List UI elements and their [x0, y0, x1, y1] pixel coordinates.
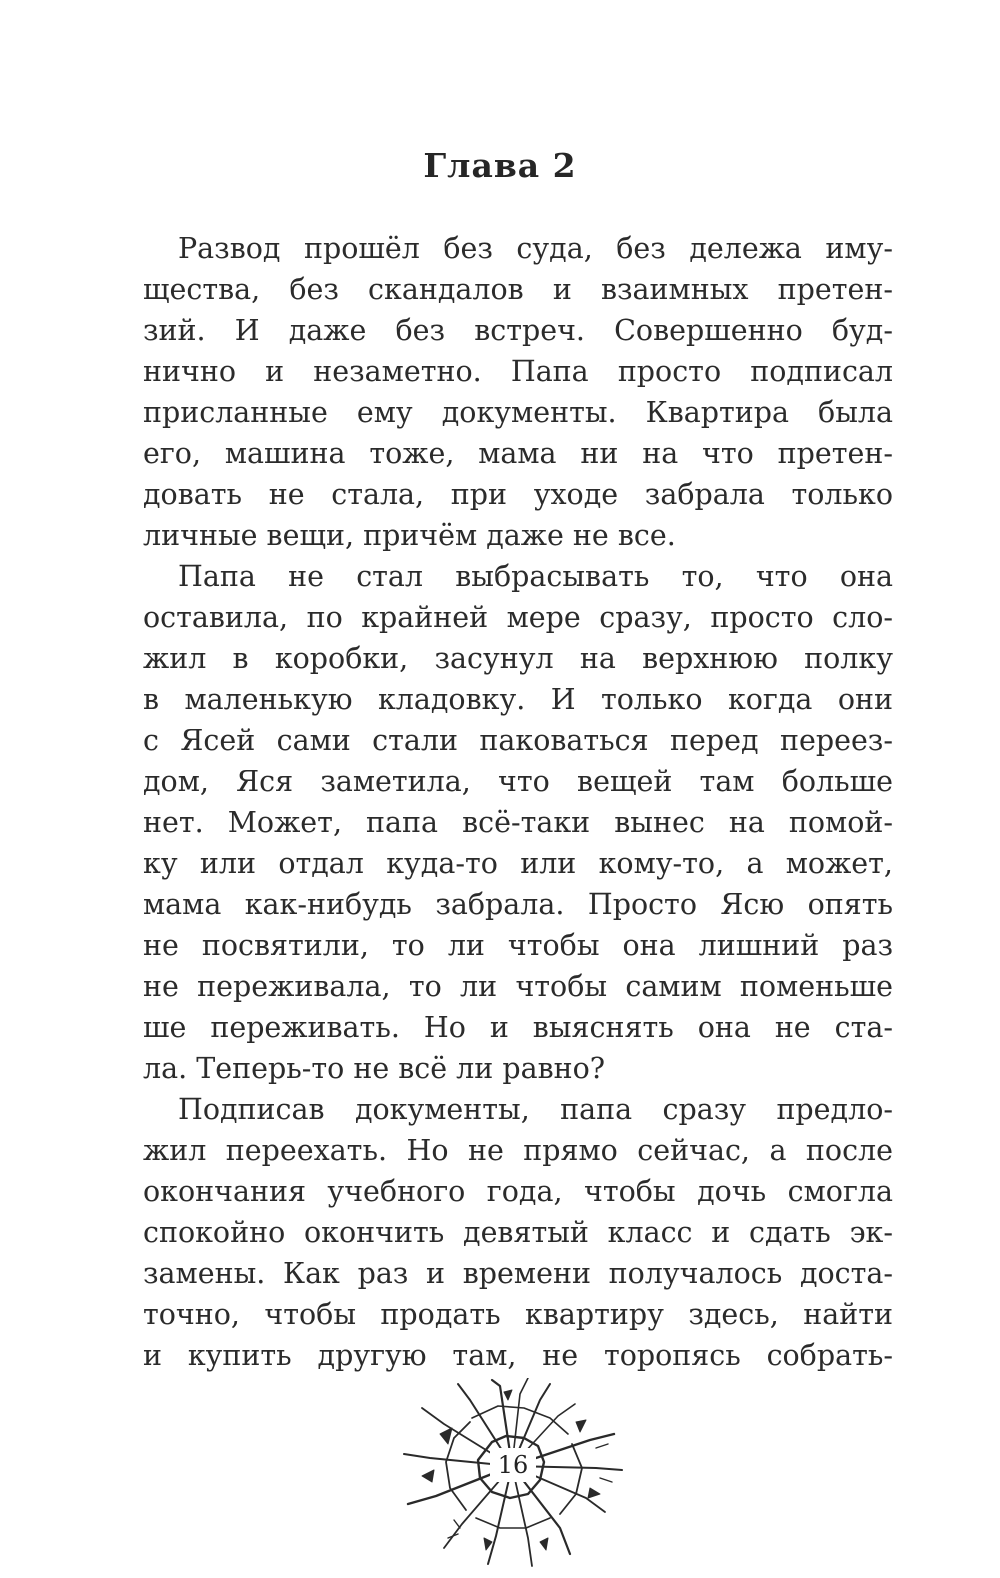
text-line: жил в коробки, засунул на верхнюю полку [143, 642, 893, 675]
text-line: ла. Теперь-то не всё ли равно? [143, 1052, 606, 1085]
text-line: зий. И даже без встреч. Совершенно буд- [143, 314, 893, 347]
text-line: дом, Яся заметила, что вещей там больше [143, 765, 893, 798]
body-text [143, 228, 893, 1376]
text-line: мама как-нибудь забрала. Просто Ясю опять [143, 888, 893, 921]
text-line: Подписав документы, папа сразу предло- [178, 1093, 893, 1126]
text-line: не посвятили, то ли чтобы она лишний раз [143, 929, 893, 962]
text-line: точно, чтобы продать квартиру здесь, найти [143, 1298, 893, 1331]
text-line: оставила, по крайней мере сразу, просто сло- [143, 601, 893, 634]
text-line: личные вещи, причём даже не все. [143, 519, 676, 552]
text-line: ку или отдал куда-то или кому-то, а может, [143, 847, 893, 880]
text-line: присланные ему документы. Квартира была [143, 396, 893, 429]
text-line: ше переживать. Но и выяснять она не ста- [143, 1011, 893, 1044]
text-line: с Ясей сами стали паковаться перед переез- [143, 724, 893, 757]
text-line: его, машина тоже, мама ни на что претен- [143, 437, 893, 470]
text-line: не переживала, то ли чтобы самим поменьше [143, 970, 893, 1003]
text-line: нет. Может, папа всё-таки вынес на помой- [143, 806, 893, 839]
text-line: Папа не стал выбрасывать то, что она [178, 560, 893, 593]
text-line: щества, без скандалов и взаимных претен- [143, 273, 893, 306]
text-line: спокойно окончить девятый класс и сдать эк- [143, 1216, 893, 1249]
text-line: Развод прошёл без суда, без дележа иму- [178, 232, 893, 265]
text-line: довать не стала, при уходе забрала только [143, 478, 893, 511]
text-line: в маленькую кладовку. И только когда они [143, 683, 893, 716]
page-number: 16 [490, 1448, 536, 1482]
text-line: нично и незаметно. Папа просто подписал [143, 355, 893, 388]
chapter-title: Глава 2 [423, 146, 577, 185]
text-line: и купить другую там, не торопясь собрать- [143, 1339, 893, 1372]
text-line: замены. Как раз и времени получалось доста- [143, 1257, 893, 1290]
text-line: жил переехать. Но не прямо сейчас, а после [143, 1134, 893, 1167]
text-line: окончания учебного года, чтобы дочь смогла [143, 1175, 893, 1208]
